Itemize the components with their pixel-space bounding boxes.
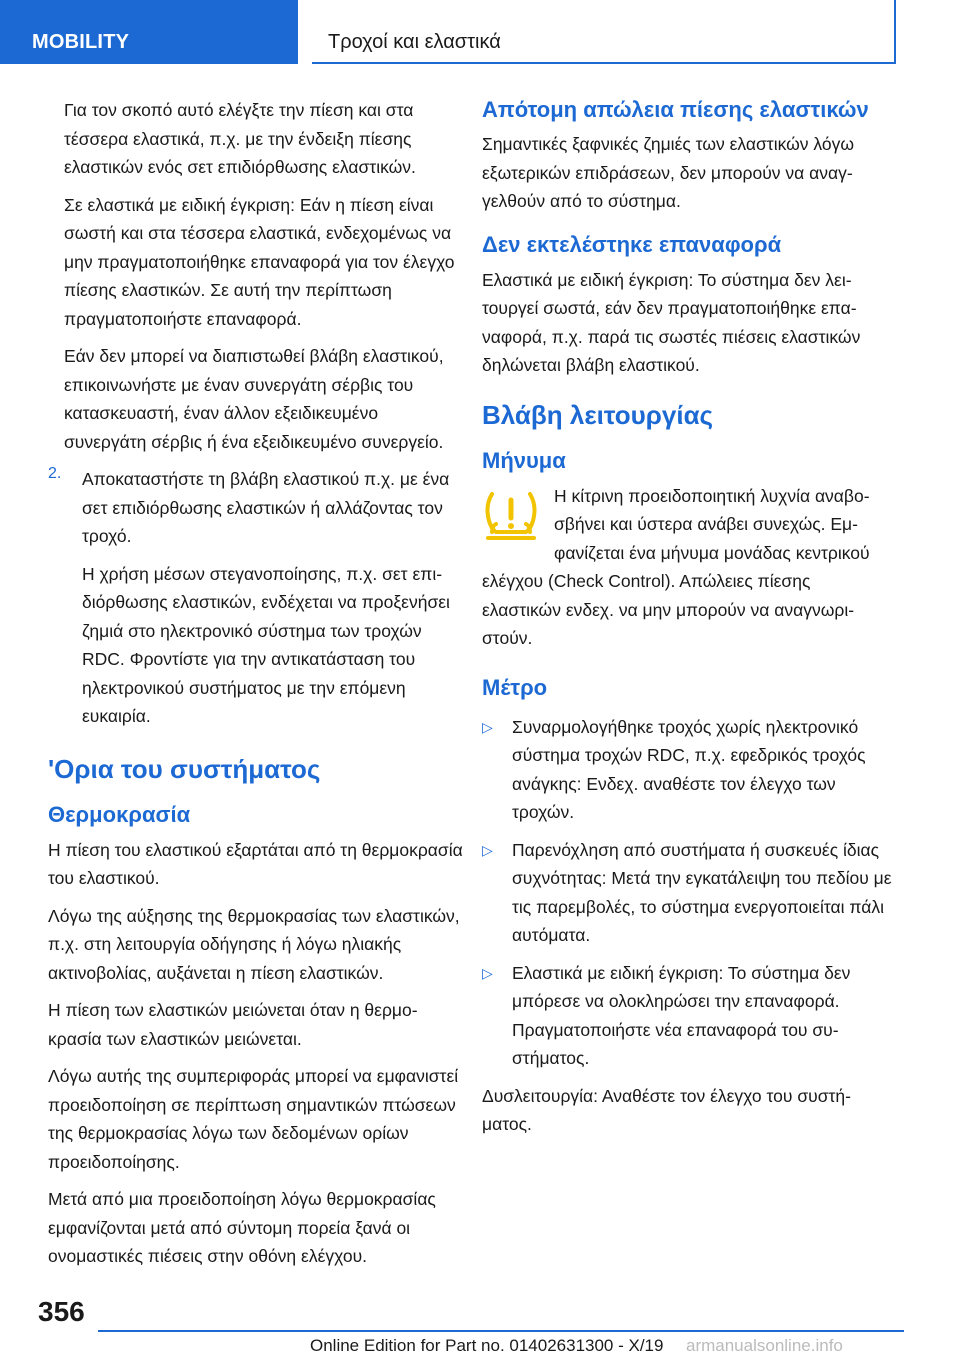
heading-system-limits: 'Ορια του συστήματος [48, 753, 321, 784]
edition-note: Online Edition for Part no. 01402631300 - X/19 [310, 1336, 664, 1355]
list-item-text: Ελαστικά με ειδική έγκριση: Το σύστημα δεν μπόρεσε να ολοκληρώσει την επαναφορά. Πραγματοποιήστε νέα επαναφορά του συστήματος. [512, 962, 851, 1068]
paragraph: Η πίεση του ελαστικού εξαρτάται από τη θερμοκρασία του ελαστικού. [48, 839, 463, 888]
heading-sudden-pressure-loss: Απότομη απώλεια πίεσης ελαστικών [482, 97, 869, 122]
tire-pressure-warning-icon [482, 486, 540, 542]
chapter-title: Τροχοί και ελαστικά [312, 0, 896, 64]
paragraph: Αποκαταστήστε τη βλάβη ελαστικού π.χ. με ένα σετ επιδιόρθωσης ελαστικών ή αλλάζοντας τον τροχό. [82, 469, 450, 546]
list-item [482, 713, 892, 827]
step-2 [48, 465, 464, 740]
triangle-bullet-icon: ▷ [482, 841, 493, 858]
list-item [482, 836, 892, 950]
triangle-bullet-icon: ▷ [482, 964, 493, 981]
page-header [0, 0, 960, 66]
paragraph: Δυσλειτουργία: Αναθέστε τον έλεγχο του συστήματος. [482, 1085, 851, 1134]
paragraph: Για τον σκοπό αυτό ελέγξτε την πίεση και στα τέσσερα ελαστικά, π.χ. με την ένδειξη πίεσης ελαστικών ενός σετ επιδιόρθωσης ελαστικών. [64, 100, 416, 177]
paragraph: Λόγω αυτής της συμπεριφοράς μπορεί να εμφανιστεί προειδοποίηση σε περίπτωση σημαντικών πτώσεων της θερμοκρασίας λόγω των δεδομένων ορίων προειδοποίησης. [48, 1066, 459, 1172]
paragraph: Εάν δεν μπορεί να διαπιστωθεί βλάβη ελαστικού, επικοινωνήστε με έναν συνεργάτη σέρβις του κατασκευαστή, έναν άλλον εξειδικευμένο συνεργάτη σέρβις ή ένα εξειδικευμένο συνεργείο. [64, 346, 444, 452]
list-item-text: Παρενόχληση από συστήματα ή συσκευές ίδιας συχνότητας: Μετά την εγκατάλειψη του πεδίου με τις παρεμβολές, το σύστημα ενεργοποιείται πάλι αυτόματα. [512, 839, 892, 945]
message-block [482, 482, 892, 653]
list-item [482, 959, 892, 1073]
triangle-bullet-icon: ▷ [482, 718, 493, 735]
paragraph: Σημαντικές ξαφνικές ζημιές των ελαστικών λόγω εξωτερικών επιδράσεων, δεν μπορούν να αναγγελθούν από το σύστημα. [482, 134, 855, 211]
page-number: 356 [38, 1296, 85, 1327]
list-item-text: Συναρμολογήθηκε τροχός χωρίς ηλεκτρονικό σύστημα τροχών RDC, π.χ. εφεδρικός τροχός ανάγκης: Ενδεχ. αναθέστε τον έλεγχο των τροχών. [512, 716, 866, 822]
paragraph: Λόγω της αύξησης της θερμοκρασίας των ελαστικών, π.χ. στη λειτουργία οδήγησης ή λόγω ηλιακής ακτινοβολίας, αυξάνεται η πίεση ελαστικών. [48, 905, 460, 983]
paragraph: Ελαστικά με ειδική έγκριση: Το σύστημα δεν λειτουργεί σωστά, εάν δεν πραγματοποιήθηκε επαναφορά, π.χ. παρά τις σωστές πιέσεις ελαστικών δηλώνεται βλάβη ελαστικού. [482, 269, 861, 375]
paragraph: Η πίεση των ελαστικών μειώνεται όταν η θερμοκρασία των ελαστικών μειώνεται. [48, 1000, 418, 1049]
paragraph: Μετά από μια προειδοποίηση λόγω θερμοκρασίας εμφανίζονται μετά από σύντομη πορεία ξανά οι ονομαστικές πιέσεις στην οθόνη ελέγχου. [48, 1189, 436, 1266]
heading-measure: Μέτρο [482, 674, 548, 700]
paragraph: Η χρήση μέσων στεγανοποίησης, π.χ. σετ επιδιόρθωσης ελαστικών, ενδέχεται να προξενήσει ζημιά στο ηλεκτρονικό σύστημα των τροχών RDC. Φροντίστε για την αντικατάσταση του ηλεκτρονικού συστήματος με την επόμενη ευκαιρία. [82, 563, 450, 726]
heading-no-reset: Δεν εκτελέστηκε επαναφορά [482, 231, 782, 257]
left-column [48, 96, 464, 1280]
heading-malfunction: Βλάβη λειτουργίας [482, 399, 714, 430]
heading-message: Μήνυμα [482, 447, 566, 473]
section-tab: MOBILITY [0, 0, 298, 64]
paragraph: Σε ελαστικά με ειδική έγκριση: Εάν η πίεση είναι σωστή και στα τέσσερα ελαστικά, ενδεχομένως να μην πραγματοποιήθηκε επαναφορά για τον έλεγχο πίεσης ελαστικών. Σε αυτή την περίπτωση πραγματοποιήστε επαναφορά. [64, 194, 455, 329]
heading-temperature: Θερμοκρασία [48, 801, 191, 827]
watermark-site: armanualsonline.info [686, 1336, 843, 1355]
right-column [482, 96, 892, 1148]
step-number: 2. [48, 465, 62, 482]
paragraph: Η κίτρινη προειδοποιητική λυχνία αναβοσβήνει και ύστερα ανάβει συνεχώς. Εμφανίζεται ένα μήνυμα μονάδας κεντρικού ελέγχου (Check Control). Απώλειες πίεσης ελαστικών ενδεχ. να μην μπορούν να αναγνωριστούν. [482, 485, 870, 648]
